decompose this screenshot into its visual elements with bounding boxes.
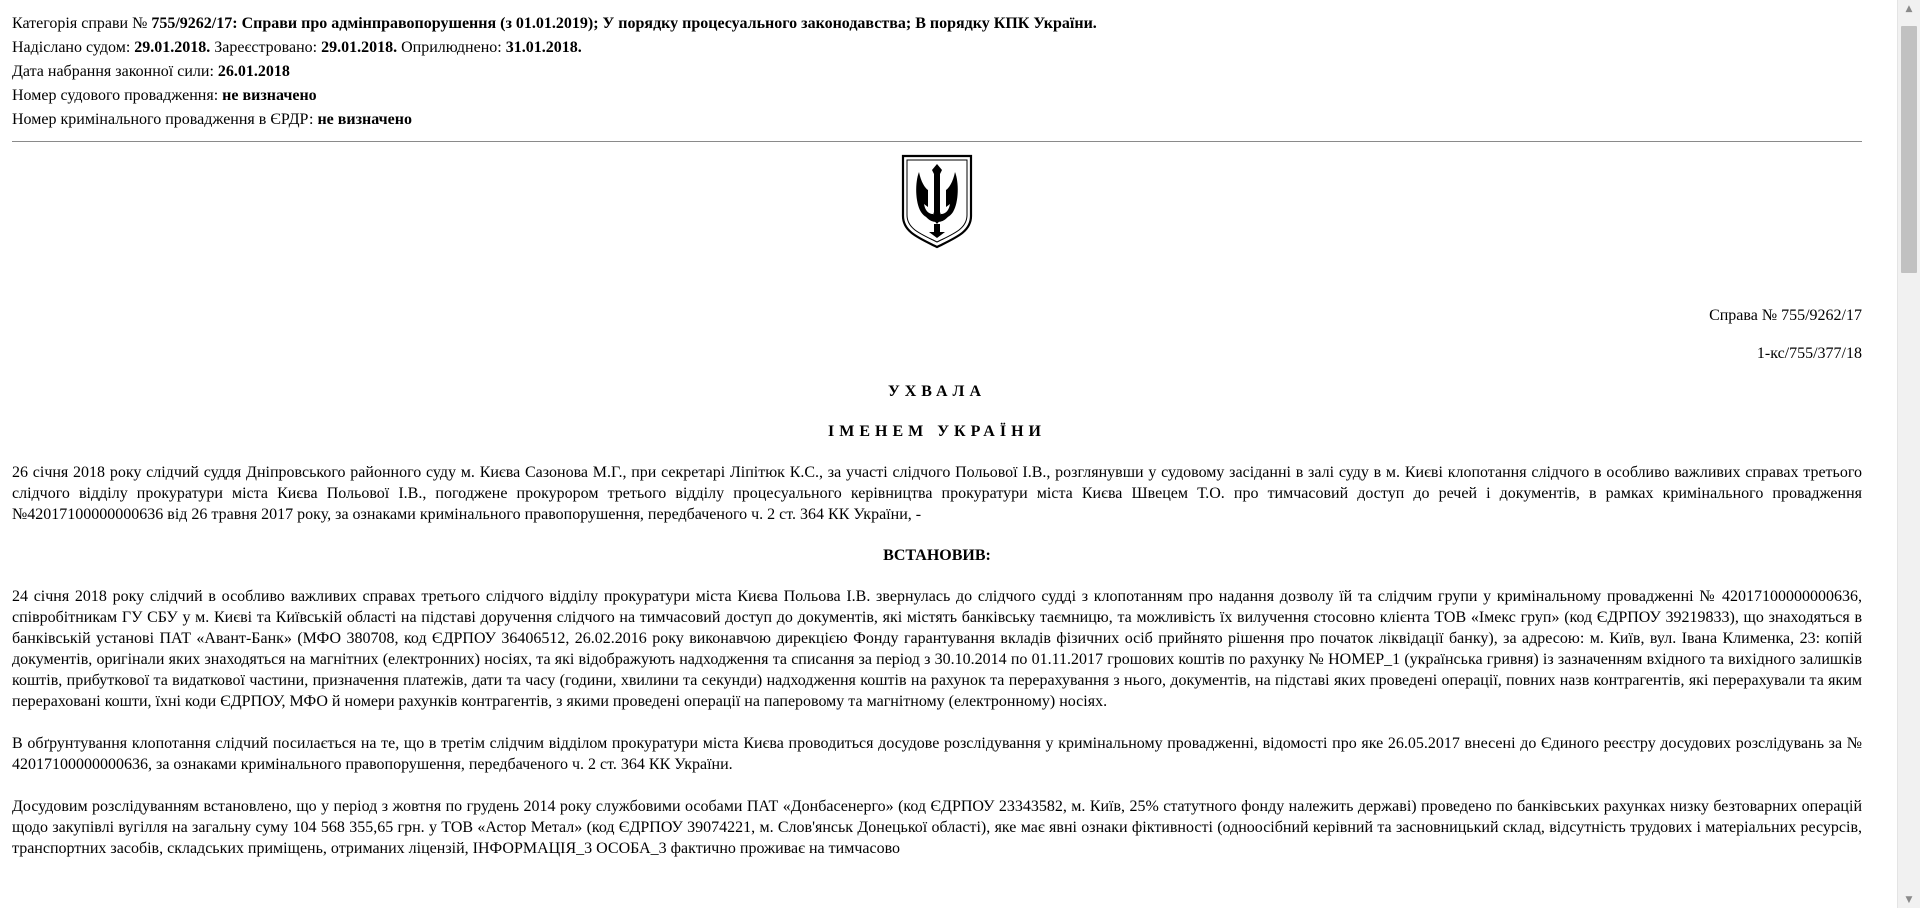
case-number: Справа № 755/9262/17 bbox=[1709, 307, 1862, 324]
court-proceeding-label: Номер судового провадження: bbox=[12, 87, 223, 104]
proceeding-number: 1-кс/755/377/18 bbox=[1756, 345, 1862, 362]
registered-date: 29.01.2018. bbox=[321, 39, 398, 56]
paragraph-investigation: Досудовим розслідуванням встановлено, що у період з жовтня по грудень 2014 року службовими особами ПАТ «Донбасенерго» (код ЄДРПОУ 23343582, м. Київ, 25% статутного фонду належить державі) проведено по банківських рахунках низку безтоварних операцій щодо закупівлі вугілля на загальну суму 104 568 355,65 грн. у ТОВ «Астор Метал» (код ЄДРПОУ 39074221, м. Слов'янськ Донецької області), яке має явні ознаки фіктивності (одноосібний керівний та засновницький склад, відсутність трудових і матеріальних ресурсів, транспортних засобів, складських приміщень, отриманих ліцензій, ІНФОРМАЦІЯ_3 ОСОБА_3 фактично проживає на тимчасово bbox=[12, 798, 1862, 857]
trident-coat-of-arms-icon bbox=[899, 152, 975, 250]
case-metadata bbox=[12, 12, 1862, 132]
sent-label: Надіслано судом: bbox=[12, 39, 135, 56]
category-label: Категорія справи № bbox=[12, 15, 152, 32]
document-title: УХВАЛА bbox=[888, 383, 986, 400]
effect-date: 26.01.2018 bbox=[217, 63, 290, 80]
scroll-up-arrow-icon[interactable]: ▲ bbox=[1905, 3, 1913, 14]
published-date: 31.01.2018. bbox=[505, 39, 582, 56]
paragraph-intro: 26 січня 2018 року слідчий суддя Дніпровського районного суду м. Києва Сазонова М.Г., при секретарі Ліпітюк К.С., за участі слідчого Польової І.В., розглянувши у судовому засіданні в залі суду в м. Києві клопотання слідчого в особливо важливих справах третього слідчого відділу прокуратури міста Києва Польової І.В., погоджене прокурором третього відділу процесуального керівництва прокуратури міста Києва Швецем Т.О. про тимчасовий доступ до речей і документів, в рамках кримінального провадження №42017100000000636 від 26 травня 2017 року, за ознаками кримінального правопорушення, передбаченого ч. 2 ст. 364 КК України, - bbox=[12, 464, 1862, 523]
criminal-proceeding-value: не визначено bbox=[317, 111, 412, 128]
effect-label: Дата набрання законної сили: bbox=[12, 63, 218, 80]
category-value: 755/9262/17: Справи про адмінправопорушення (з 01.01.2019); У порядку процесуального законодавства; В порядку КПК України. bbox=[151, 15, 1097, 32]
paragraph-petition: 24 січня 2018 року слідчий в особливо важливих справах третього слідчого відділу прокуратури міста Києва Польова І.В. звернулась до слідчого судді з клопотанням про надання дозволу їй та слідчим групи у кримінальному провадженні № 42017100000000636, співробітникам ГУ СБУ у м. Києві та Київській області на підставі доручення слідчого на тимчасовий доступ до документів, які містять банківську таємницю, та можливість їх вилучення стосовно клієнта ТОВ «Імекс груп» (код ЄДРПОУ 39219833), що знаходяться в банківській установі ПАТ «Авант-Банк» (МФО 380708, код ЄДРПОУ 36406512, 26.02.2016 року виконавчою дирекцією Фонду гарантування вкладів фізичних осіб прийнято рішення про початок ліквідації банку), за адресою: м. Київ, вул. Івана Клименка, 23: копій документів, оригінали яких знаходяться на магнітних (електронних) носіях, та які відображують надходження та списання за період з 30.10.2014 по 01.11.2017 грошових коштів по рахунку № НОМЕР_1 (українська гривня) із зазначенням вхідного та вихідного залишків коштів, прибуткової та видаткової частини, призначення платежів, дати та часу (години, хвилини та секунди) надходження коштів на рахунок та перерахування з нього, документів, на підставі яких проведені операції, повних назв контрагентів, які перерахували та яким перераховані кошти, їхні коди ЄДРПОУ, МФО й номери рахунків контрагентів, з якими проведені операції на паперовому та магнітному (електронному) носіях. bbox=[12, 588, 1862, 710]
meta-category-line bbox=[12, 12, 1862, 36]
section-heading: ВСТАНОВИВ: bbox=[883, 547, 991, 564]
emblem bbox=[12, 152, 1862, 250]
meta-effect-line bbox=[12, 60, 1862, 84]
registered-label: Зареєстровано: bbox=[210, 39, 322, 56]
scrollbar-thumb[interactable] bbox=[1901, 26, 1917, 273]
meta-crim-no-line bbox=[12, 108, 1862, 132]
meta-court-no-line bbox=[12, 84, 1862, 108]
scroll-down-arrow-icon[interactable]: ▼ bbox=[1905, 894, 1913, 905]
sent-date: 29.01.2018. bbox=[134, 39, 211, 56]
meta-dates-line bbox=[12, 36, 1862, 60]
court-proceeding-value: не визначено bbox=[222, 87, 317, 104]
paragraph-grounds: В обґрунтування клопотання слідчий посилається на те, що в третім слідчим відділом прокуратури міста Києва проводиться досудове розслідування у кримінальному провадженні, відомості про яке 26.05.2017 внесені до Єдиного реєстру досудових розслідувань за № 42017100000000636, за ознаками кримінального правопорушення, передбаченого ч. 2 ст. 364 КК України. bbox=[12, 735, 1862, 773]
criminal-proceeding-label: Номер кримінального провадження в ЄРДР: bbox=[12, 111, 318, 128]
published-label: Оприлюднено: bbox=[397, 39, 506, 56]
divider bbox=[12, 141, 1862, 142]
vertical-scrollbar[interactable] bbox=[1897, 0, 1920, 908]
document-subtitle: ІМЕНЕМ УКРАЇНИ bbox=[828, 423, 1046, 440]
